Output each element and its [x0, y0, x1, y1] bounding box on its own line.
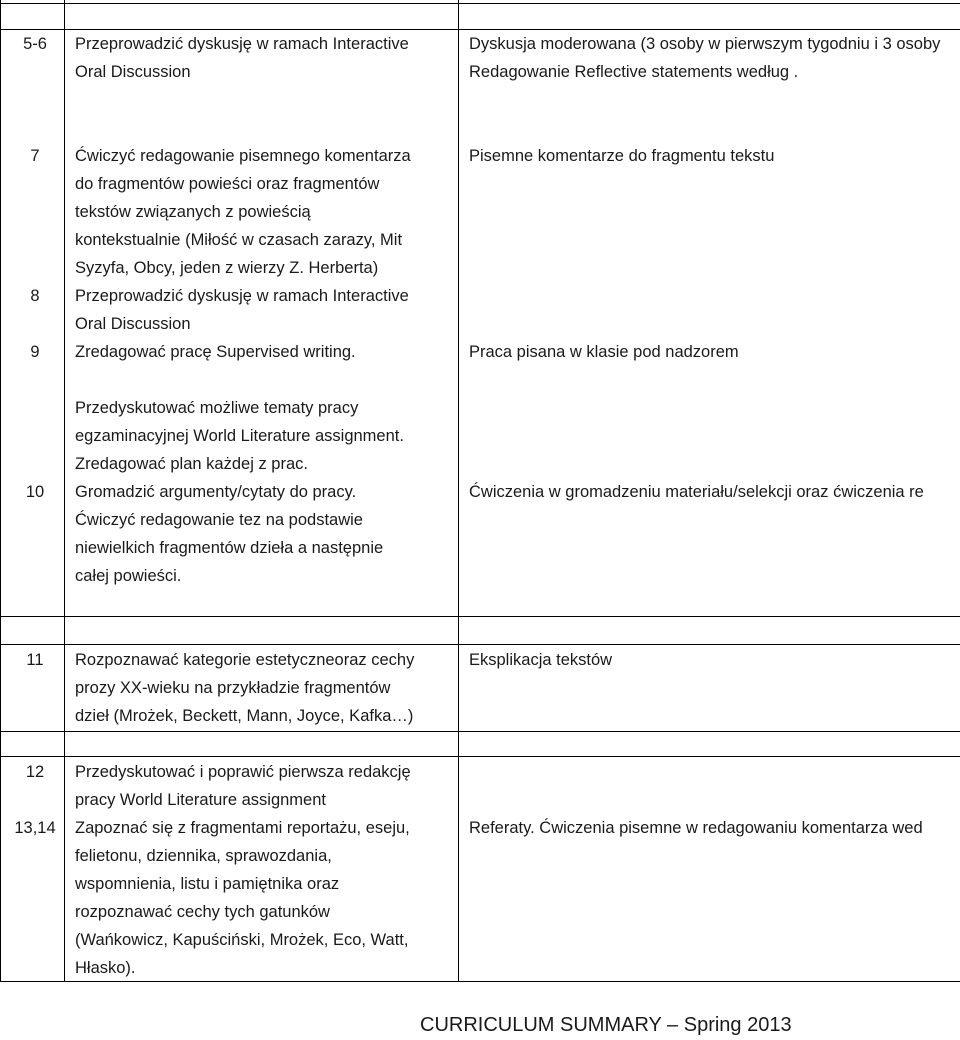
- table-row-task: Rozpoznawać kategorie estetyczneoraz cechy prozy XX-wieku na przykładzie fragmentów dzieł (Mrożek, Beckett, Mann, Joyce, Kafka…): [75, 651, 415, 725]
- table-row-task: Przedyskutować możliwe tematy pracy egzaminacyjnej World Literature assignment. Zredagować plan każdej z prac.: [75, 399, 404, 473]
- table-row-task: Ćwiczyć redagowanie pisemnego komentarza do fragmentów powieści oraz fragmentów tekstów związanych z powieścią kontekstualnie (Miłość w czasach zarazy, Mit Syzyfa, Obcy, jeden z wierzy Z. Herberta): [75, 147, 411, 277]
- table-row-method: Pisemne komentarze do fragmentu tekstu: [469, 147, 775, 165]
- row-border: [0, 616, 960, 617]
- row-border: [0, 731, 960, 732]
- column-divider-2: [458, 0, 459, 982]
- row-border: [0, 3, 960, 4]
- row-border: [0, 756, 960, 757]
- table-row-number: 12: [25, 763, 45, 781]
- table-row-task: Przedyskutować i poprawić pierwsza redakcję pracy World Literature assignment: [75, 763, 411, 809]
- page-footer: CURRICULUM SUMMARY – Spring 2013: [420, 1014, 792, 1036]
- row-border: [0, 644, 960, 645]
- table-left-border: [0, 0, 1, 982]
- table-row-number: 8: [30, 287, 40, 305]
- table-row-number: 13,14: [14, 819, 56, 837]
- table-row-task: Zapoznać się z fragmentami reportażu, eseju, felietonu, dziennika, sprawozdania, wspomnienia, listu i pamiętnika oraz rozpoznawać cechy tych gatunków (Wańkowicz, Kapuściński, Mrożek, Eco, Watt, Hłasko).: [75, 819, 410, 977]
- column-divider-1: [64, 0, 65, 982]
- table-row-number: 5-6: [23, 35, 47, 53]
- table-row-number: 9: [30, 343, 40, 361]
- table-row-method: Praca pisana w klasie pod nadzorem: [469, 343, 739, 361]
- table-row-method: Ćwiczenia w gromadzeniu materiału/selekcji oraz ćwiczenia re: [469, 483, 924, 501]
- table-row-task: Zredagować pracę Supervised writing.: [75, 343, 356, 361]
- table-row-number: 7: [30, 147, 40, 165]
- table-row-method: Eksplikacja tekstów: [469, 651, 613, 669]
- table-row-task: Przeprowadzić dyskusję w ramach Interactive Oral Discussion: [75, 287, 409, 333]
- table-row-number: 10: [25, 483, 45, 501]
- table-row-task: Przeprowadzić dyskusję w ramach Interactive Oral Discussion: [75, 35, 409, 81]
- table-row-number: 11: [26, 651, 44, 669]
- table-row-task: Gromadzić argumenty/cytaty do pracy. Ćwiczyć redagowanie tez na podstawie niewielkich fragmentów dzieła a następnie całej powieści.: [75, 483, 384, 585]
- table-row-method: Dyskusja moderowana (3 osoby w pierwszym tygodniu i 3 osoby Redagowanie Reflective statements według .: [469, 35, 941, 81]
- table-row-method: Referaty. Ćwiczenia pisemne w redagowaniu komentarza wed: [469, 819, 923, 837]
